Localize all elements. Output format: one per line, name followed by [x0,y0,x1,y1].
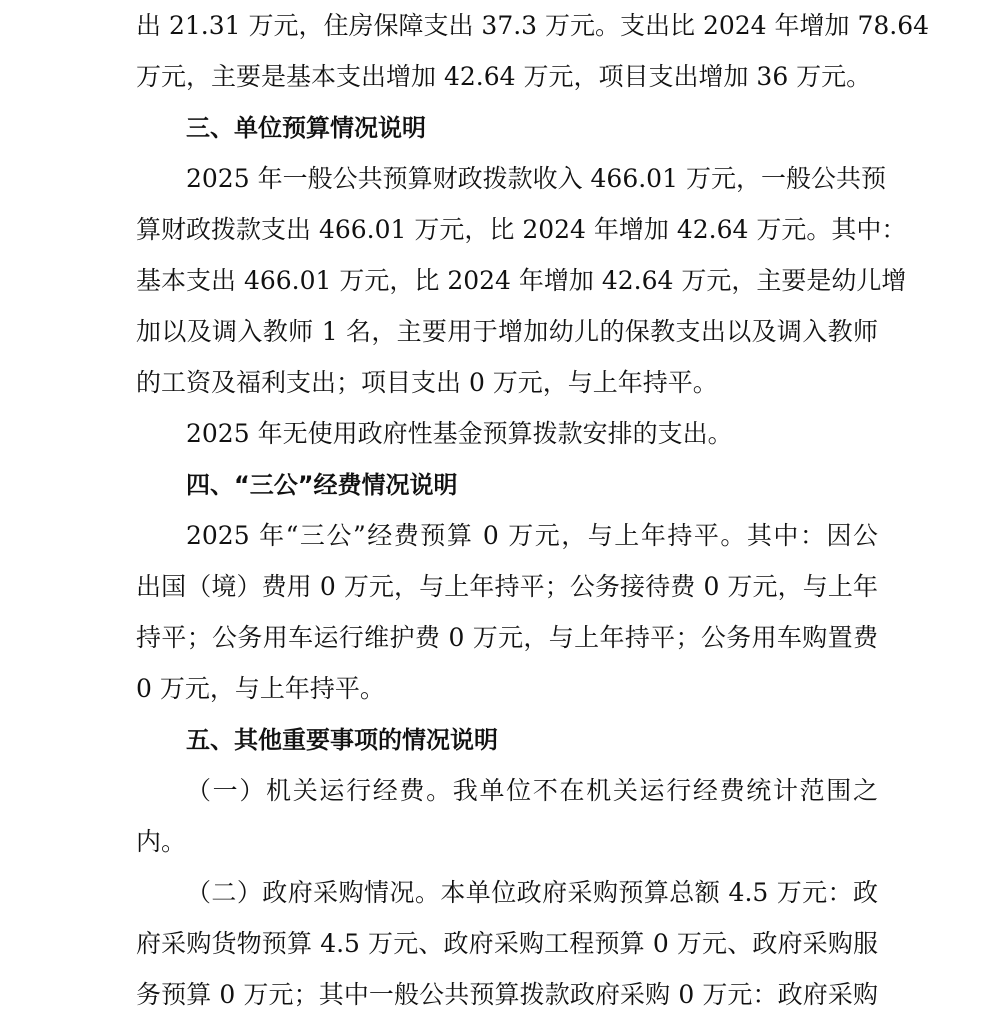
body-line: （一）机关运行经费。我单位不在机关运行经费统计范围之 [186,776,878,805]
body-line: 加以及调入教师 1 名，主要用于增加幼儿的保教支出以及调入教师 [136,317,878,346]
body-line: 基本支出 466.01 万元，比 2024 年增加 42.64 万元，主要是幼儿增 [136,266,907,295]
section-heading-3: 三、单位预算情况说明 [186,114,426,142]
body-line: 的工资及福利支出；项目支出 0 万元，与上年持平。 [136,368,718,397]
body-line: 持平；公务用车运行维护费 0 万元，与上年持平；公务用车购置费 [136,623,878,652]
body-line: 0 万元，与上年持平。 [136,674,385,703]
body-line: 内。 [136,827,187,856]
body-line: 2025 年“三公”经费预算 0 万元，与上年持平。其中：因公 [186,521,878,550]
body-line: 府采购货物预算 4.5 万元、政府采购工程预算 0 万元、政府采购服 [136,929,878,958]
body-line: 出国（境）费用 0 万元，与上年持平；公务接待费 0 万元，与上年 [136,572,878,601]
section-heading-5: 五、其他重要事项的情况说明 [186,726,498,754]
body-line: 算财政拨款支出 466.01 万元，比 2024 年增加 42.64 万元。其中： [136,215,907,244]
body-line: 出 21.31 万元，住房保障支出 37.3 万元。支出比 2024 年增加 78.64 [136,11,930,40]
body-line: （二）政府采购情况。本单位政府采购预算总额 4.5 万元：政 [186,878,878,907]
body-line: 万元，主要是基本支出增加 42.64 万元，项目支出增加 36 万元。 [136,62,872,91]
section-heading-4: 四、“三公”经费情况说明 [186,471,458,499]
body-line: 2025 年无使用政府性基金预算拨款安排的支出。 [186,419,733,448]
body-line: 务预算 0 万元；其中一般公共预算拨款政府采购 0 万元：政府采购 [136,980,878,1009]
body-line: 2025 年一般公共预算财政拨款收入 466.01 万元，一般公共预 [186,164,886,193]
